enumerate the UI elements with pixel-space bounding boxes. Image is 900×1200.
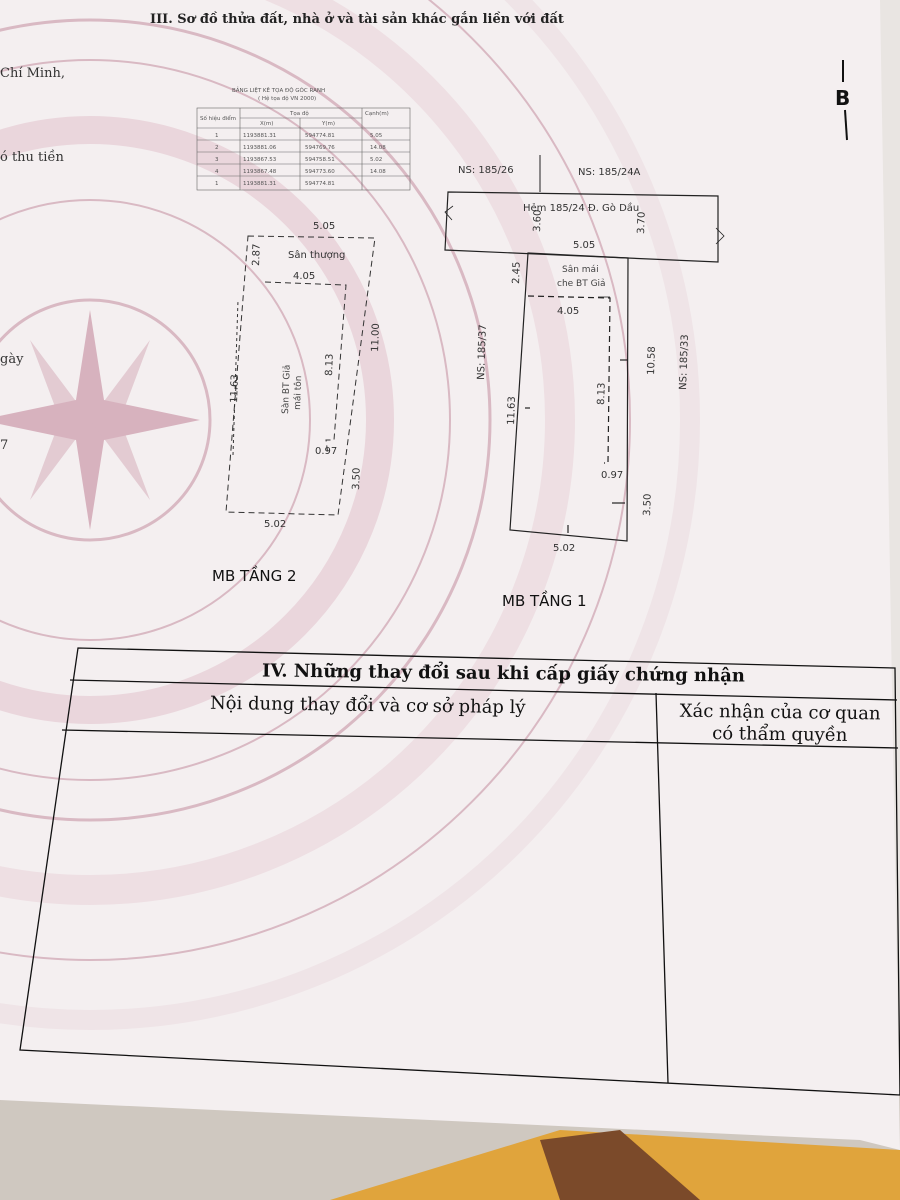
- floor1-area-label: Sân mái: [562, 265, 599, 275]
- left-edge-fragment: gày: [0, 352, 24, 367]
- coordinate-table-cell: 1193867.53: [243, 157, 277, 163]
- coordinate-table-subtitle: ( Hệ tọa độ VN 2000): [258, 96, 317, 102]
- coordinate-table-header: X(m): [260, 121, 274, 127]
- coordinate-table-cell: 594769.76: [305, 145, 335, 151]
- coordinate-table-header: Số hiệu điểm: [200, 116, 236, 122]
- floor1-alley-label: Hẻm 185/24 Đ. Gò Dầu: [523, 203, 640, 214]
- authority-header-line: Xác nhận của cơ quan: [679, 700, 881, 725]
- coordinate-table-cell: 594774.81: [305, 181, 335, 187]
- left-edge-fragment: 7: [0, 438, 9, 453]
- coordinate-table-cell: 3: [215, 157, 219, 163]
- coordinate-table-cell: 594773.60: [305, 169, 335, 175]
- coordinate-table-cell: 5.02: [370, 157, 383, 163]
- coordinate-table-cell: 4: [215, 169, 219, 175]
- floor1-dim-right-depth: 10.58: [646, 346, 658, 376]
- floor2-dim-bottom-depth: 3.50: [351, 467, 363, 491]
- authority-column-header: [660, 700, 900, 747]
- section3-title: III. Sơ đồ thửa đất, nhà ở và tài sản khác gắn liền với đất: [150, 12, 564, 27]
- floor2-dim-top-width: 5.05: [313, 221, 336, 232]
- floor2-title: MB TẦNG 2: [212, 567, 297, 585]
- coordinate-table-cell: 2: [215, 145, 219, 151]
- floor2-dim-left-depth: 11.63: [229, 374, 241, 404]
- coordinate-table-cell: 5.05: [370, 133, 383, 139]
- left-edge-fragment: ó thu tiền: [0, 150, 64, 165]
- authority-header-line: có thẩm quyền: [712, 723, 848, 746]
- floor1-neighbor-left: NS: 185/37: [476, 324, 489, 381]
- coordinate-table-cell: 1: [215, 181, 219, 187]
- floor1-title: MB TẦNG 1: [502, 592, 587, 610]
- floor2-dim-inner-depth: 8.13: [324, 353, 336, 377]
- floor1-neighbor-right: NS: 185/33: [678, 334, 691, 391]
- coordinate-table-cell: 14.08: [370, 169, 386, 175]
- left-edge-fragment: Chí Minh,: [0, 66, 65, 81]
- floor2-area-label: Sàn BT Giả: [281, 364, 293, 415]
- floor2-dim-right-depth: 11.00: [370, 323, 382, 353]
- changes-column-header: Nội dung thay đổi và cơ sở pháp lý: [209, 692, 526, 719]
- floor1-area-label: che BT Giả: [557, 279, 606, 289]
- floor1-neighbor-top-right: NS: 185/24A: [578, 167, 641, 178]
- coordinate-table-cell: 1: [215, 133, 219, 139]
- coordinate-table-cell: 1193881.31: [243, 133, 277, 139]
- north-label: B: [835, 86, 851, 110]
- floor2-terrace-label: Sân thượng: [288, 250, 346, 261]
- coordinate-table-group-header: Tọa độ: [290, 111, 309, 117]
- coordinate-table-cell: 1193881.06: [243, 145, 277, 151]
- floor1-dim-bottom-width: 5.02: [553, 543, 576, 554]
- floor1-dim-notch: 0.97: [601, 470, 624, 481]
- coordinate-table-title: BẢNG LIỆT KÊ TỌA ĐỘ GÓC RANH: [232, 88, 326, 94]
- coordinate-table-header: Cạnh(m): [365, 111, 389, 117]
- coordinate-table-cell: 14.08: [370, 145, 386, 151]
- floor1-dim-alley-left: 3.60: [532, 209, 544, 233]
- floor1-dim-top-width: 5.05: [573, 240, 596, 251]
- coordinate-table-cell: 1193867.48: [243, 169, 277, 175]
- floor2-area-label: mái tôn: [293, 375, 305, 411]
- floor1-dim-inner-width: 4.05: [557, 306, 580, 317]
- floor1-dim-bottom-depth: 3.50: [642, 493, 654, 517]
- floor1-dim-left-depth: 11.63: [506, 396, 518, 426]
- floor2-dim-notch: 0.97: [315, 446, 338, 457]
- floor1-dim-alley-right: 3.70: [636, 211, 648, 235]
- floor1-dim-inner-depth: 8.13: [596, 382, 608, 406]
- floor1-dim-top-depth: 2.45: [511, 261, 523, 285]
- coordinate-table-header: Y(m): [322, 121, 336, 127]
- floor2-dim-top-depth: 2.87: [251, 243, 263, 267]
- section4-title: IV. Những thay đổi sau khi cấp giấy chứng nhận: [261, 660, 746, 687]
- floor1-neighbor-top-left: NS: 185/26: [458, 165, 514, 176]
- coordinate-table-cell: 1193881.31: [243, 181, 277, 187]
- coordinate-table-cell: 594758.51: [305, 157, 335, 163]
- floor2-dim-inner-width: 4.05: [293, 271, 316, 282]
- floor2-dim-bottom-width: 5.02: [264, 519, 287, 530]
- coordinate-table-cell: 594774.81: [305, 133, 335, 139]
